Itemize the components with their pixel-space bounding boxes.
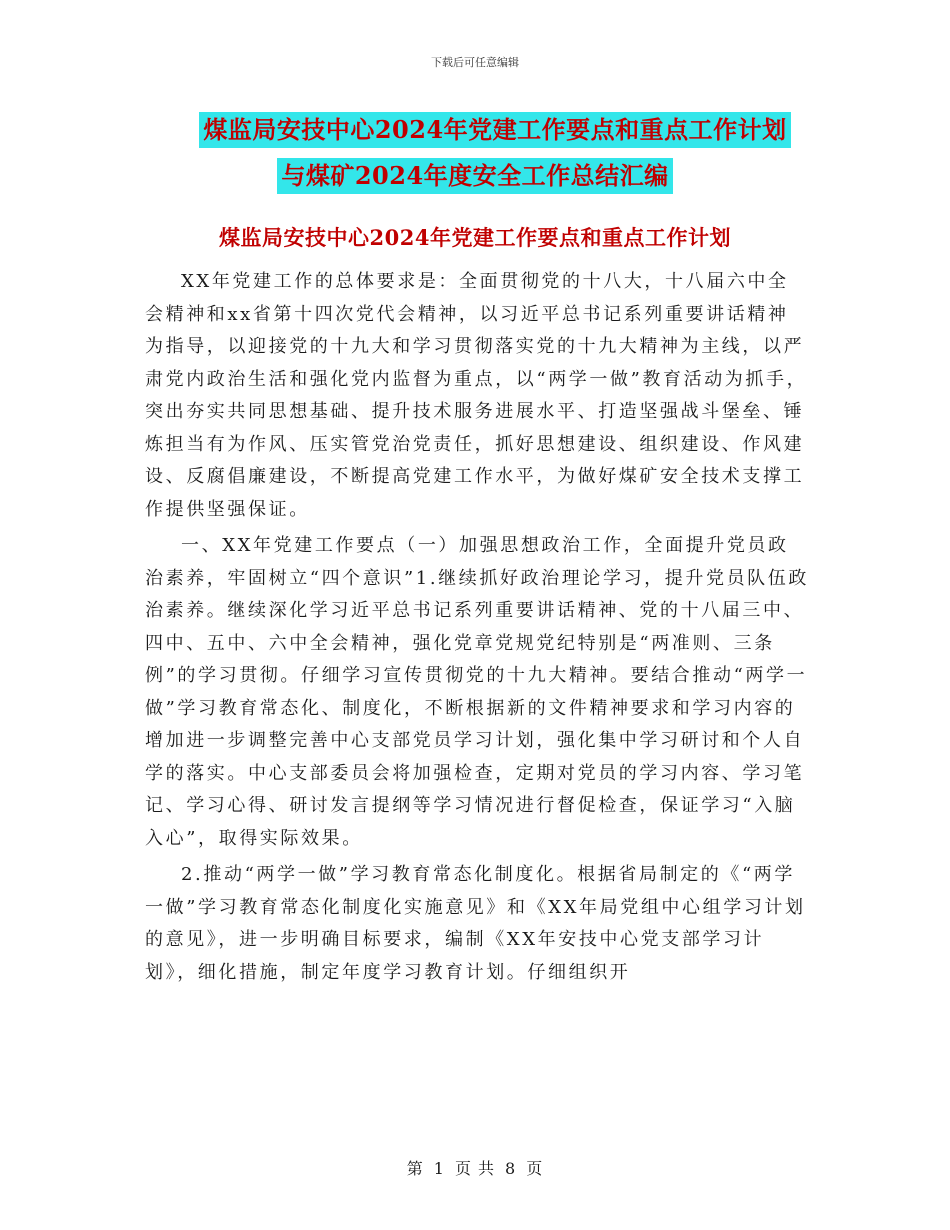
paragraph: 2.推动“两学一做”学习教育常态化制度化。根据省局制定的《“两学一做”学习教育常态化制度化实施意见》和《XX年局党组中心组学习计划的意见》，进一步明确目标要求，编制《XX年安技中心党支部学习计划》，细化措施，制定年度学习教育计划。仔细组织开: [145, 864, 806, 983]
paragraph: XX年党建工作的总体要求是：全面贯彻党的十八大，十八届六中全会精神和xx省第十四次党代会精神，以习近平总书记系列重要讲话精神为指导，以迎接党的十九大和学习贯彻落实党的十九大精神为主线，以严肃党内政治生活和强化党内监督为重点，以“两学一做”教育活动为抓手，突出夯实共同思想基础、提升技术服务进展水平、打造坚强战斗堡垒、锤炼担当有为作风、压实管党治党责任，抓好思想建设、组织建设、作风建设、反腐倡廉建设，不断提高党建工作水平，为做好煤矿安全技术支撑工作提供坚强保证。: [145, 271, 808, 520]
footer-prefix: 第: [406, 1159, 424, 1178]
paragraph: 一、XX年党建工作要点（一）加强思想政治工作，全面提升党员政治素养，牢固树立“四个意识”1.继续抓好政治理论学习，提升党员队伍政治素养。继续深化学习近平总书记系列重要讲话精神、党的十八届三中、四中、五中、六中全会精神，强化党章党规党纪特别是“两准则、三条例”的学习贯彻。仔细学习宣传贯彻党的十九大精神。要结合推动“两学一做”学习教育常态化、制度化，不断根据新的文件精神要求和学习内容的增加进一步调整完善中心支部党员学习计划，强化集中学习研讨和个人自学的落实。中心支部委员会将加强检查，定期对党员的学习内容、学习笔记、学习心得、研讨发言提纲等学习情况进行督促检查，保证学习“入脑入心”，取得实际效果。: [145, 535, 809, 849]
body-text: [145, 266, 809, 993]
total-pages: 8: [505, 1159, 517, 1178]
document-title: [0, 112, 950, 194]
page-header: 下载后可任意编辑: [431, 56, 519, 69]
page-footer: [0, 1156, 950, 1179]
footer-suffix: 页: [526, 1159, 544, 1178]
page-number: 1: [433, 1159, 445, 1178]
title-line-1: 煤监局安技中心2024年党建工作要点和重点工作计划: [199, 112, 790, 148]
footer-mid: 页 共: [454, 1159, 496, 1178]
section-title: 煤监局安技中心2024年党建工作要点和重点工作计划: [219, 225, 731, 250]
title-line-2: 与煤矿2024年度安全工作总结汇编: [277, 158, 672, 194]
